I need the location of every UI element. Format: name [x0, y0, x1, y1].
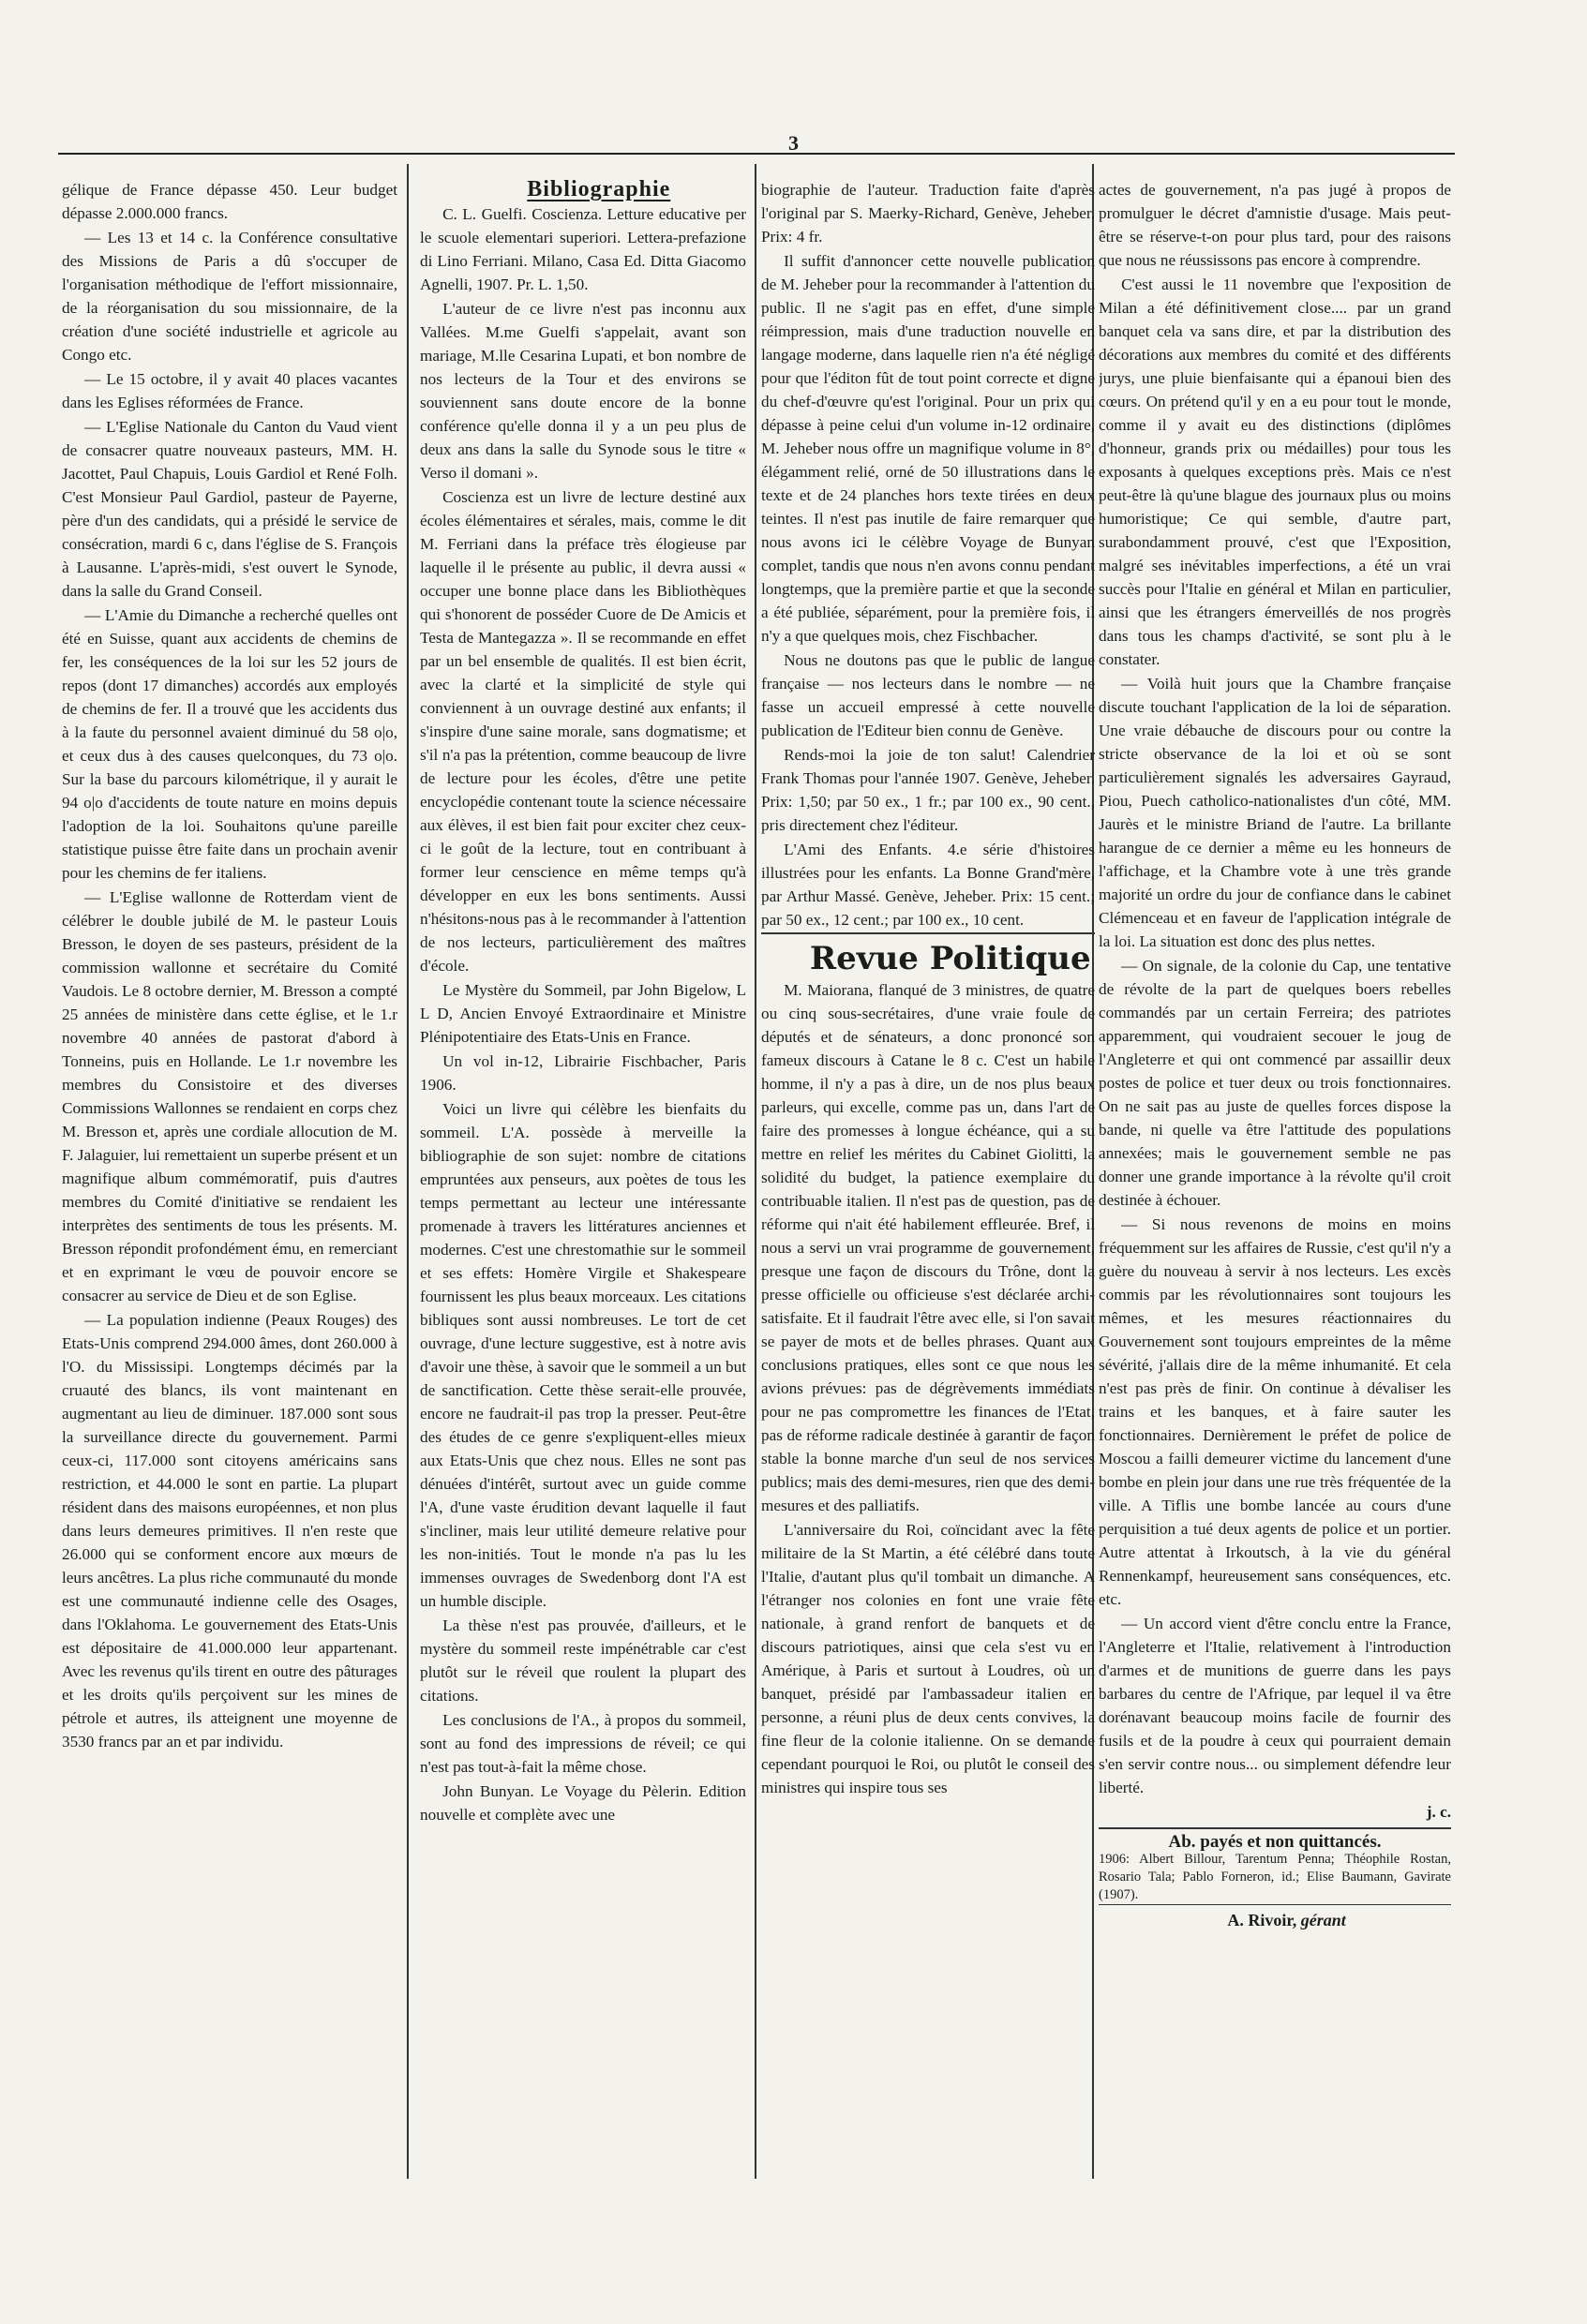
book-review-paragraph: L'auteur de ce livre n'est pas inconnu aux Vallées. M.me Guelfi s'appelait, avant son mariage, M.lle Cesarina Lupati, et bon nombre de nos lecteurs de la Tour et des environs se souviennent sans doute encore de la bonne conférence qu'elle donna il y a un peu plus de deux ans dans la salle du Synode sous le titre « Verso il domani ».	[420, 300, 746, 482]
news-paragraph: — Le 15 octobre, il y avait 40 places vacantes dans les Eglises réformées de France.	[62, 370, 397, 411]
publisher-manager	[1099, 1904, 1451, 1932]
manager-role: gérant	[1300, 1911, 1346, 1929]
politics-paragraph: actes de gouvernement, n'a pas jugé à propos de promulguer le décret d'amnistie d'usage. Mais peut-être se réserve-t-on pour plus tard, pour des raisons que nous ne réussissons pas encore à comprendre.	[1099, 181, 1451, 269]
page-number: 3	[788, 131, 799, 155]
book-review-paragraph: Rends-moi la joie de ton salut! Calendrier Frank Thomas pour l'année 1907. Genève, Jeheber. Prix: 1,50; par 50 ex., 1 fr.; par 100 ex., 90 cent., pris directement chez l'éditeur.	[761, 746, 1095, 834]
column-divider	[755, 164, 756, 2179]
author-signature: j. c.	[1426, 1803, 1451, 1821]
manager-name: A. Rivoir,	[1227, 1911, 1297, 1929]
book-review-paragraph: Coscienza est un livre de lecture destiné aux écoles élémentaires et sérales, mais, comme le dit M. Ferriani dans la préface très élogieuse par laquelle il le présente au public, il devra aussi « occuper une bonne place dans les Bibliothèques qui s'honorent de posséder Cuore de De Amicis et Testa de Mantegazza ». Il se recommande en effet par un bel ensemble de qualités. Il est bien écrit, avec la clarté et la simplicité de style qui conviennent à un ouvrage destiné aux enfants; il s'inspire d'une saine morale, sans dogmatisme; et s'il n'a pas la prétention, comme beaucoup de livre de lecture pour les écoles, d'être une petite encyclopédie contenant toute la science nécessaire aux élèves, il est bien fait pour exciter chez ceux-ci le goût de la lecture, tout en contribuant à former leur censcience en même temps qu'à développer en eux les bons sentiments. Aussi n'hésitons-nous pas à le recommander à l'attention de nos lecteurs, particulièrement des maîtres d'école.	[420, 488, 746, 975]
politics-paragraph: C'est aussi le 11 novembre que l'exposition de Milan a été définitivement close.... par un grand banquet cela va sans dire, et par la distribution des décorations aux membres du comité et des différents jurys, une pluie bienfaisante qui a épanoui bien des cœurs. On prétend qu'il y en a eu pour tout le monde, comme il y avait eu des distinctions (diplômes d'honneur, grands prix ou médailles) pour tous les exposants à quelques exceptions près. Mais ce n'est peut-être là qu'une blague des journaux plus ou moins humoristique; Ce qui semble, d'autre part, surabondamment prouvé, c'est que l'Exposition, malgré ses inévitables imperfections, a été un vrai succès pour l'Italie en général et Milan en particulier, ainsi que les étrangers émerveillés de nos progrès dans tous les champs d'activité, se sont plu à le constater.	[1099, 276, 1451, 668]
column-4-revue-politique	[1099, 178, 1451, 2174]
politics-paragraph: — Un accord vient d'être conclu entre la France, l'Angleterre et l'Italie, relativement à l'introduction d'armes et de munitions de guerre dans les pays barbares du centre de l'Afrique, par lequel il va être dorénavant beaucoup moins facile de fournir des fusils et de la poudre à ceux qui pourraient demain s'en servir contre nous... ou simplement défendre leur liberté.	[1099, 1615, 1451, 1796]
column-2-bibliographie	[420, 178, 746, 2174]
book-review-paragraph: biographie de l'auteur. Traduction faite d'après l'original par S. Maerky-Richard, Genève, Jeheber. Prix: 4 fr.	[761, 181, 1095, 246]
politics-paragraph: M. Maiorana, flanqué de 3 ministres, de quatre ou cinq sous-secrétaires, d'une vraie foule de députés et de sénateurs, a donc prononcé son fameux discours à Catane le 8 c. C'est un habile homme, il n'y a pas à dire, un de nos plus beaux parleurs, qui excelle, comme pas un, dans l'art de faire des promesses à longue échéance, qui a su mettre en relief les mérites du Cabinet Giolitti, la solidité du budget, la patience exemplaire du contribuable italien. Il n'est pas de question, pas de réforme qui n'ait été habilement effleurée. Bref, il nous a servi un vrai programme de gouvernement, presque une façon de discours du Trône, dont la presse officielle ou officieuse s'est déclarée archi-satisfaite. Et il faudrait l'être avec elle, si l'on savait se payer de mots et de belles phrases. Quant aux conclusions pratiques, elles sont ce que nous les avions prévues: pas de dégrèvements immédiats pour ne pas compromettre les finances de l'Etat, pas de réforme radicale destinée à garantir de façon stable la bonne marche d'un seul de nos services publics; mais des demi-mesures, rien que des demi-mesures et des palliatifs.	[761, 981, 1095, 1514]
news-paragraph: — L'Eglise wallonne de Rotterdam vient de célébrer le double jubilé de M. le pasteur Louis Bresson, le doyen de ses pasteurs, président de la commission wallonne et secrétaire du Comité Vaudois. Le 8 octobre dernier, M. Bresson a compté 25 années de ministère dans cette église, et le 1.r novembre 40 années de pastorat d'abord à Tonneins, puis en Hollande. Le 1.r novembre les membres du Consistoire et des diverses Commissions Wallonnes se rendaient en corps chez M. Bresson et, après une cordiale allocution de M. F. Jalaguier, lui remettaient un superbe présent et un magnifique album commémoratif, puis d'autres membres du Comité d'initiative se rendaient les interprètes des sentiments de tous les présents. M. Bresson répondit profondément ému, en remerciant et en exprimant le vœu de pouvoir encore se consacrer au service de Dieu et de son Eglise.	[62, 888, 397, 1304]
politics-paragraph: — Voilà huit jours que la Chambre française discute touchant l'application de la loi de séparation. Une vraie débauche de discours pour ou contre la stricte observance de la loi et où se sont particulièrement signalés les adversaires Gayraud, Piou, Puech catholico-nationalistes d'un côté, MM. Jaurès et le ministre Briand de l'autre. La brillante harangue de ce dernier a même eu les honneurs de l'affichage, et la Chambre vote à une très grande majorité un ordre du jour de confiance dans le cabinet Clémenceau et en faveur de l'application intégrale de la loi. La situation est donc des plus nettes.	[1099, 675, 1451, 950]
news-paragraph: — L'Eglise Nationale du Canton du Vaud vient de consacrer quatre nouveaux pasteurs, MM. H. Jacottet, Paul Chapuis, Louis Gardiol et René Folh. C'est Monsieur Paul Gardiol, pasteur de Payerne, père d'un des candidats, qui a présidé le service de consécration, mardi 6 c, dans l'église de S. François à Lausanne. L'après-midi, s'est ouvert le Synode, dans la salle du Grand Conseil.	[62, 418, 397, 600]
politics-paragraph: L'anniversaire du Roi, coïncidant avec la fête militaire de la St Martin, a été célébré dans toute l'Italie, d'autant plus qu'il tombait un dimanche. A l'étranger nos colonies en font une vraie fête nationale, à grand renfort de banquets et de discours patriotiques, ainsi que cela s'est vu en Amérique, à Paris et surtout à Loudres, où un banquet, présidé par l'ambassadeur italien en personne, a réuni plus de deux cents convives, la fine fleur de la colonie italienne. On se demande cependant pourquoi le Roi, ou plutôt le conseil des ministres qui inspire tous ses	[761, 1521, 1095, 1796]
column-3-bibliographie-revue	[761, 178, 1095, 2174]
book-review-paragraph: Nous ne doutons pas que le public de langue française — nos lecteurs dans le nombre — ne fasse un accueil empressé à cette nouvelle publication de l'Editeur bien connu de Genève.	[761, 651, 1095, 739]
news-paragraph: gélique de France dépasse 450. Leur budget dépasse 2.000.000 francs.	[62, 181, 397, 222]
book-review-paragraph: Voici un livre qui célèbre les bienfaits du sommeil. L'A. possède à merveille la bibliographie de son sujet: nombre de citations empruntées aux penseurs, aux poètes de tous les temps permettant au lecteur une intéressante promenade à travers les littératures anciennes et modernes. C'est une chrestomathie sur le sommeil et ses effets: Homère Virgile et Shakespeare fournissent les plus beaux morceaux. Les citations bibliques sont aussi nombreuses. Le tort de cet ouvrage, d'une lecture suggestive, est à notre avis d'avoir une thèse, à savoir que le sommeil a un but de sanctification. Cette thèse serait-elle prouvée, encore ne faudrait-il pas trop la presser. Peut-être des études de ce genre s'expliquent-elles mieux aux Etats-Unis que chez nous. Elles ne sont pas dénuées d'intérêt, surtout avec un guide comme l'A, d'une vaste érudition devant laquelle il faut s'incliner, mais leur utilité demeure relative pour les non-initiés. Tout le monde n'a pas lu les immenses ouvrages de Swedenborg dont l'A est un humble disciple.	[420, 1100, 746, 1610]
section-title-revue-politique: Revue Politique	[761, 932, 1095, 977]
subscriptions-title: Ab. payés et non quittancés.	[1168, 1832, 1382, 1852]
news-paragraph: — L'Amie du Dimanche a recherché quelles ont été en Suisse, quant aux accidents de chemins de fer, les conséquences de la loi sur les 52 jours de repos (dont 17 dimanches) accordés aux employés de chemins de fer. Il a trouvé que les accidents dus à la faute du personnel avaient diminué du 58 o|o, et ceux dus à des causes quelconques, du 73 o|o. Sur la base du parcours kilométrique, il y aurait le 94 o|o d'accidents de toute nature en moins depuis l'adoption de la loi. Souhaitons qu'une pareille statistique puisse être faite dans un prochain avenir pour les chemins de fer italiens.	[62, 606, 397, 882]
section-title-bibliographie: Bibliographie	[527, 178, 671, 201]
book-review-paragraph: Il suffit d'annoncer cette nouvelle publication de M. Jeheber pour la recommander à l'attention du public. Il ne s'agit pas en effet, d'une simple réimpression, mais d'une traduction nouvelle en langage moderne, dans laquelle rien n'a été négligé pour que l'éditon fût de tout point correcte et digne du chef-d'œuvre qu'est l'original. Pour un prix qui dépasse à peine celui d'un volume in-12 ordinaire, M. Jeheber nous offre un magnifique volume in 8°, élégamment relié, orné de 50 illustrations dans le texte et de 24 planches hors texte tirées en deux teintes. Il n'est pas inutile de faire remarquer que nous avons ici le célèbre Voyage de Bunyan complet, tandis que nous n'en avons connu pendant longtemps, que la première partie et que la seconde a été publiée, séparément, pour la première fois, il n'y a que quelques mois, chez Fischbacher.	[761, 252, 1095, 645]
subscriptions-box	[1099, 1827, 1451, 1904]
header-rule	[58, 153, 1455, 155]
column-divider	[407, 164, 409, 2179]
book-review-paragraph: John Bunyan. Le Voyage du Pèlerin. Edition nouvelle et complète avec une	[420, 1782, 746, 1824]
book-review-paragraph: Le Mystère du Sommeil, par John Bigelow, L L D, Ancien Envoyé Extraordinaire et Ministre Plénipotentiaire des Etats-Unis en France.	[420, 981, 746, 1046]
book-review-paragraph: Les conclusions de l'A., à propos du sommeil, sont au fond des impressions de réveil; ce qui n'est pas tout-à-fait la même chose.	[420, 1711, 746, 1776]
politics-paragraph: — Si nous revenons de moins en moins fréquemment sur les affaires de Russie, c'est qu'il n'y a guère du nouveau à servir à nos lecteurs. Les excès commis par les révolutionnaires sont toujours les mêmes, et les mesures réactionnaires du Gouvernement sont toujours empreintes de la même sévérité, j'allais dire de la même inhumanité. Et cela n'est pas près de finir. On continue à dévaliser les trains et les banques, et à faire sauter les fonctionnaires. Dernièrement le préfet de police de Moscou a failli demeurer victime du lancement d'une bombe en plein jour dans une rue très fréquentée de la ville. A Tiflis une bombe lancée au cours d'une perquisition a tué deux agents de police et un portier. Autre attentat à Irkoutsch, à la vie du général Rennenkampf, heureusement sans conséquences, etc. etc.	[1099, 1215, 1451, 1608]
book-review-paragraph: Un vol in-12, Librairie Fischbacher, Paris 1906.	[420, 1052, 746, 1094]
column-1-news	[62, 178, 397, 2174]
book-review-paragraph: C. L. Guelfi. Coscienza. Letture educative per le scuole elementari superiori. Lettera-prefazione di Lino Ferriani. Milano, Casa Ed. Ditta Giacomo Agnelli, 1907. Pr. L. 1,50.	[420, 205, 746, 293]
book-review-paragraph: L'Ami des Enfants. 4.e série d'histoires illustrées pour les enfants. La Bonne Grand'mère, par Arthur Massé. Genève, Jeheber. Prix: 15 cent.; par 50 ex., 12 cent.; par 100 ex., 10 cent.	[761, 841, 1095, 929]
news-paragraph: — La population indienne (Peaux Rouges) des Etats-Unis comprend 294.000 âmes, dont 260.000 à l'O. du Mississipi. Longtemps décimés par la cruauté des blancs, ils vont maintenant en augmentant au lieu de diminuer. 187.000 sont sous la surveillance directe du gouvernement. Parmi ceux-ci, 117.000 sont citoyens américains sans restriction, et 44.000 le sont en partie. La plupart résident dans des maisons européennes, et non plus dans leurs demeures primitives. Il n'en reste que 26.000 qui se conforment encore aux mœurs de leurs ancêtres. La plus riche communauté du monde est une communauté indienne celle des Osages, dans l'Oklahoma. Le gouvernement des Etats-Unis est dépositaire de 41.000.000 leur appartenant. Avec les revenus qu'ils tirent en outre des pâturages et les droits qu'ils perçoivent sur les mines de pétrole et autres, ils atteignent une moyenne de 3530 francs par an et par individu.	[62, 1311, 397, 1750]
book-review-paragraph: La thèse n'est pas prouvée, d'ailleurs, et le mystère du sommeil reste impénétrable car c'est plutôt sur le réveil que roulent la plupart des citations.	[420, 1616, 746, 1705]
news-paragraph: — Les 13 et 14 c. la Conférence consultative des Missions de Paris a dû s'occuper de l'organisation méthodique de l'effort missionnaire, de la réorganisation du sou missionnaire, de la création d'une société industrielle et agricole au Congo etc.	[62, 229, 397, 364]
subscriptions-list: 1906: Albert Billour, Tarentum Penna; Théophile Rostan, Rosario Tala; Pablo Forneron, id.; Elise Baumann, Gavirate (1907).	[1099, 1852, 1451, 1902]
politics-paragraph: — On signale, de la colonie du Cap, une tentative de révolte de la part de quelques boers rebelles commandés par un certain Ferreira; des patriotes apparemment, qui voudraient secouer le joug de l'Angleterre et qui ont commencé par assaillir deux postes de police et tuer deux ou trois fonctionnaires. On ne sait pas au juste de quelles forces dispose la bande, ni quelle va être l'attitude des populations annexées; mais le gouvernement semble ne pas donner une grande importance à la révolte qu'il croit destinée à échouer.	[1099, 957, 1451, 1209]
